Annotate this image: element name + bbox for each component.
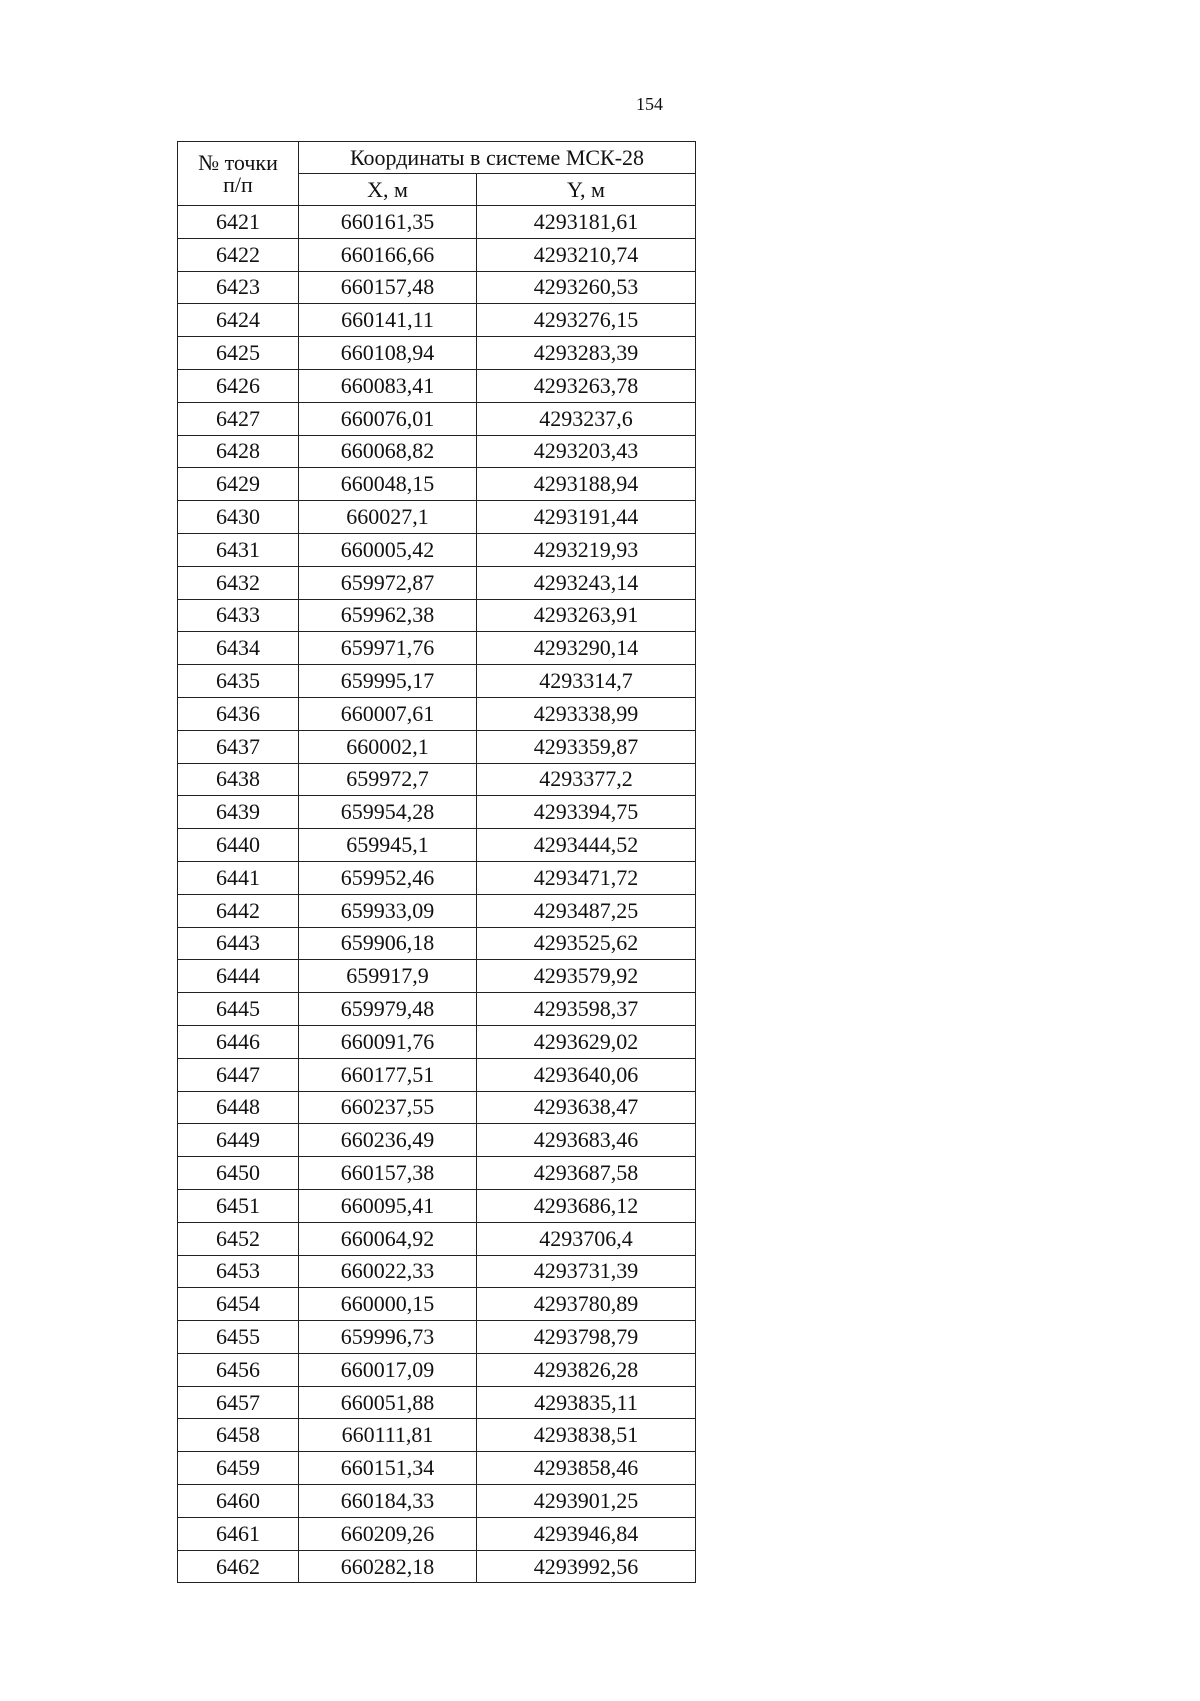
y-coordinate-cell: 4293276,15 <box>477 304 696 337</box>
point-number-header <box>178 142 299 206</box>
y-column-header: Y, м <box>477 174 696 206</box>
y-coordinate-cell: 4293487,25 <box>477 894 696 927</box>
point-number-cell: 6429 <box>178 468 299 501</box>
x-coordinate-cell: 659972,7 <box>299 763 477 796</box>
table-row <box>178 402 696 435</box>
x-coordinate-cell: 660111,81 <box>299 1419 477 1452</box>
point-number-cell: 6455 <box>178 1321 299 1354</box>
x-coordinate-cell: 659917,9 <box>299 960 477 993</box>
point-number-cell: 6430 <box>178 501 299 534</box>
x-coordinate-cell: 660209,26 <box>299 1517 477 1550</box>
header-row-1 <box>178 142 696 174</box>
point-number-cell: 6436 <box>178 697 299 730</box>
y-coordinate-cell: 4293359,87 <box>477 730 696 763</box>
x-coordinate-cell: 660017,09 <box>299 1353 477 1386</box>
y-coordinate-cell: 4293243,14 <box>477 566 696 599</box>
x-coordinate-cell: 660161,35 <box>299 206 477 239</box>
table-row <box>178 1091 696 1124</box>
y-coordinate-cell: 4293706,4 <box>477 1222 696 1255</box>
point-number-cell: 6460 <box>178 1485 299 1518</box>
y-coordinate-cell: 4293260,53 <box>477 271 696 304</box>
y-coordinate-cell: 4293835,11 <box>477 1386 696 1419</box>
y-coordinate-cell: 4293629,02 <box>477 1025 696 1058</box>
table-row <box>178 960 696 993</box>
y-coordinate-cell: 4293191,44 <box>477 501 696 534</box>
x-coordinate-cell: 660022,33 <box>299 1255 477 1288</box>
point-number-cell: 6444 <box>178 960 299 993</box>
x-coordinate-cell: 660002,1 <box>299 730 477 763</box>
table-row <box>178 697 696 730</box>
y-coordinate-cell: 4293377,2 <box>477 763 696 796</box>
table-row <box>178 1321 696 1354</box>
table-row <box>178 1222 696 1255</box>
x-coordinate-cell: 659996,73 <box>299 1321 477 1354</box>
table-row <box>178 566 696 599</box>
coordinates-group-header: Координаты в системе МСК-28 <box>299 142 696 174</box>
point-number-cell: 6457 <box>178 1386 299 1419</box>
y-coordinate-cell: 4293314,7 <box>477 665 696 698</box>
x-coordinate-cell: 660157,48 <box>299 271 477 304</box>
table-header <box>178 142 696 206</box>
table-row <box>178 1452 696 1485</box>
point-number-cell: 6421 <box>178 206 299 239</box>
x-coordinate-cell: 660282,18 <box>299 1550 477 1583</box>
y-coordinate-cell: 4293683,46 <box>477 1124 696 1157</box>
table-row <box>178 632 696 665</box>
y-coordinate-cell: 4293992,56 <box>477 1550 696 1583</box>
point-number-cell: 6454 <box>178 1288 299 1321</box>
x-coordinate-cell: 660177,51 <box>299 1058 477 1091</box>
point-number-cell: 6462 <box>178 1550 299 1583</box>
x-coordinate-cell: 660048,15 <box>299 468 477 501</box>
point-number-cell: 6461 <box>178 1517 299 1550</box>
point-number-cell: 6438 <box>178 763 299 796</box>
y-coordinate-cell: 4293687,58 <box>477 1157 696 1190</box>
point-number-cell: 6423 <box>178 271 299 304</box>
y-coordinate-cell: 4293525,62 <box>477 927 696 960</box>
point-number-cell: 6426 <box>178 369 299 402</box>
point-number-cell: 6449 <box>178 1124 299 1157</box>
y-coordinate-cell: 4293219,93 <box>477 533 696 566</box>
x-coordinate-cell: 660064,92 <box>299 1222 477 1255</box>
point-number-cell: 6437 <box>178 730 299 763</box>
x-coordinate-cell: 660095,41 <box>299 1189 477 1222</box>
x-coordinate-cell: 660157,38 <box>299 1157 477 1190</box>
table-row <box>178 1025 696 1058</box>
point-number-cell: 6451 <box>178 1189 299 1222</box>
x-coordinate-cell: 660166,66 <box>299 238 477 271</box>
table-row <box>178 206 696 239</box>
table-row <box>178 730 696 763</box>
table-body <box>178 206 696 1583</box>
table-row <box>178 1288 696 1321</box>
table-row <box>178 1255 696 1288</box>
point-number-header-line2: п/п <box>223 171 253 197</box>
point-number-cell: 6435 <box>178 665 299 698</box>
x-coordinate-cell: 660091,76 <box>299 1025 477 1058</box>
x-coordinate-cell: 660184,33 <box>299 1485 477 1518</box>
x-coordinate-cell: 660051,88 <box>299 1386 477 1419</box>
x-coordinate-cell: 660083,41 <box>299 369 477 402</box>
y-coordinate-cell: 4293338,99 <box>477 697 696 730</box>
x-coordinate-cell: 659906,18 <box>299 927 477 960</box>
point-number-cell: 6450 <box>178 1157 299 1190</box>
x-coordinate-cell: 660141,11 <box>299 304 477 337</box>
table-row <box>178 796 696 829</box>
y-coordinate-cell: 4293210,74 <box>477 238 696 271</box>
point-number-cell: 6433 <box>178 599 299 632</box>
x-column-header: X, м <box>299 174 477 206</box>
table-row <box>178 927 696 960</box>
x-coordinate-cell: 660237,55 <box>299 1091 477 1124</box>
table-row <box>178 238 696 271</box>
point-number-cell: 6431 <box>178 533 299 566</box>
x-coordinate-cell: 659945,1 <box>299 829 477 862</box>
table-row <box>178 763 696 796</box>
coordinates-table <box>177 141 696 1583</box>
x-coordinate-cell: 659979,48 <box>299 993 477 1026</box>
x-coordinate-cell: 660027,1 <box>299 501 477 534</box>
table-row <box>178 1353 696 1386</box>
y-coordinate-cell: 4293290,14 <box>477 632 696 665</box>
table-row <box>178 1517 696 1550</box>
x-coordinate-cell: 659952,46 <box>299 861 477 894</box>
y-coordinate-cell: 4293394,75 <box>477 796 696 829</box>
table-row <box>178 861 696 894</box>
y-coordinate-cell: 4293640,06 <box>477 1058 696 1091</box>
table-row <box>178 829 696 862</box>
x-coordinate-cell: 660108,94 <box>299 337 477 370</box>
table-row <box>178 271 696 304</box>
table-row <box>178 1157 696 1190</box>
point-number-cell: 6443 <box>178 927 299 960</box>
y-coordinate-cell: 4293901,25 <box>477 1485 696 1518</box>
y-coordinate-cell: 4293203,43 <box>477 435 696 468</box>
point-number-cell: 6446 <box>178 1025 299 1058</box>
page-number: 154 <box>636 94 663 114</box>
table-row <box>178 894 696 927</box>
point-number-cell: 6428 <box>178 435 299 468</box>
point-number-cell: 6424 <box>178 304 299 337</box>
point-number-cell: 6422 <box>178 238 299 271</box>
x-coordinate-cell: 659995,17 <box>299 665 477 698</box>
point-number-cell: 6445 <box>178 993 299 1026</box>
y-coordinate-cell: 4293780,89 <box>477 1288 696 1321</box>
table-row <box>178 435 696 468</box>
y-coordinate-cell: 4293444,52 <box>477 829 696 862</box>
x-coordinate-cell: 660007,61 <box>299 697 477 730</box>
x-coordinate-cell: 660151,34 <box>299 1452 477 1485</box>
y-coordinate-cell: 4293798,79 <box>477 1321 696 1354</box>
y-coordinate-cell: 4293686,12 <box>477 1189 696 1222</box>
table-row <box>178 369 696 402</box>
table-row <box>178 1386 696 1419</box>
y-coordinate-cell: 4293283,39 <box>477 337 696 370</box>
y-coordinate-cell: 4293598,37 <box>477 993 696 1026</box>
y-coordinate-cell: 4293188,94 <box>477 468 696 501</box>
y-coordinate-cell: 4293838,51 <box>477 1419 696 1452</box>
y-coordinate-cell: 4293579,92 <box>477 960 696 993</box>
y-coordinate-cell: 4293731,39 <box>477 1255 696 1288</box>
point-number-cell: 6441 <box>178 861 299 894</box>
y-coordinate-cell: 4293638,47 <box>477 1091 696 1124</box>
point-number-cell: 6458 <box>178 1419 299 1452</box>
x-coordinate-cell: 660076,01 <box>299 402 477 435</box>
point-number-cell: 6452 <box>178 1222 299 1255</box>
table-row <box>178 1058 696 1091</box>
x-coordinate-cell: 660068,82 <box>299 435 477 468</box>
x-coordinate-cell: 659972,87 <box>299 566 477 599</box>
y-coordinate-cell: 4293471,72 <box>477 861 696 894</box>
table-row <box>178 304 696 337</box>
point-number-cell: 6448 <box>178 1091 299 1124</box>
table-row <box>178 501 696 534</box>
y-coordinate-cell: 4293263,91 <box>477 599 696 632</box>
point-number-cell: 6427 <box>178 402 299 435</box>
x-coordinate-cell: 659971,76 <box>299 632 477 665</box>
point-number-cell: 6434 <box>178 632 299 665</box>
table-row <box>178 468 696 501</box>
y-coordinate-cell: 4293237,6 <box>477 402 696 435</box>
table-row <box>178 993 696 1026</box>
y-coordinate-cell: 4293946,84 <box>477 1517 696 1550</box>
point-number-cell: 6442 <box>178 894 299 927</box>
table-row <box>178 599 696 632</box>
table-row <box>178 1124 696 1157</box>
x-coordinate-cell: 659933,09 <box>299 894 477 927</box>
table-row <box>178 665 696 698</box>
x-coordinate-cell: 659954,28 <box>299 796 477 829</box>
table-row <box>178 337 696 370</box>
point-number-cell: 6440 <box>178 829 299 862</box>
table-row <box>178 533 696 566</box>
table-row <box>178 1189 696 1222</box>
table-row <box>178 1550 696 1583</box>
table-row <box>178 1485 696 1518</box>
point-number-header-line1: № точки <box>198 149 278 175</box>
x-coordinate-cell: 660236,49 <box>299 1124 477 1157</box>
y-coordinate-cell: 4293858,46 <box>477 1452 696 1485</box>
table-row <box>178 1419 696 1452</box>
point-number-cell: 6439 <box>178 796 299 829</box>
point-number-cell: 6432 <box>178 566 299 599</box>
x-coordinate-cell: 659962,38 <box>299 599 477 632</box>
point-number-cell: 6447 <box>178 1058 299 1091</box>
point-number-cell: 6459 <box>178 1452 299 1485</box>
x-coordinate-cell: 660005,42 <box>299 533 477 566</box>
x-coordinate-cell: 660000,15 <box>299 1288 477 1321</box>
y-coordinate-cell: 4293181,61 <box>477 206 696 239</box>
point-number-cell: 6456 <box>178 1353 299 1386</box>
y-coordinate-cell: 4293263,78 <box>477 369 696 402</box>
y-coordinate-cell: 4293826,28 <box>477 1353 696 1386</box>
point-number-cell: 6425 <box>178 337 299 370</box>
point-number-cell: 6453 <box>178 1255 299 1288</box>
